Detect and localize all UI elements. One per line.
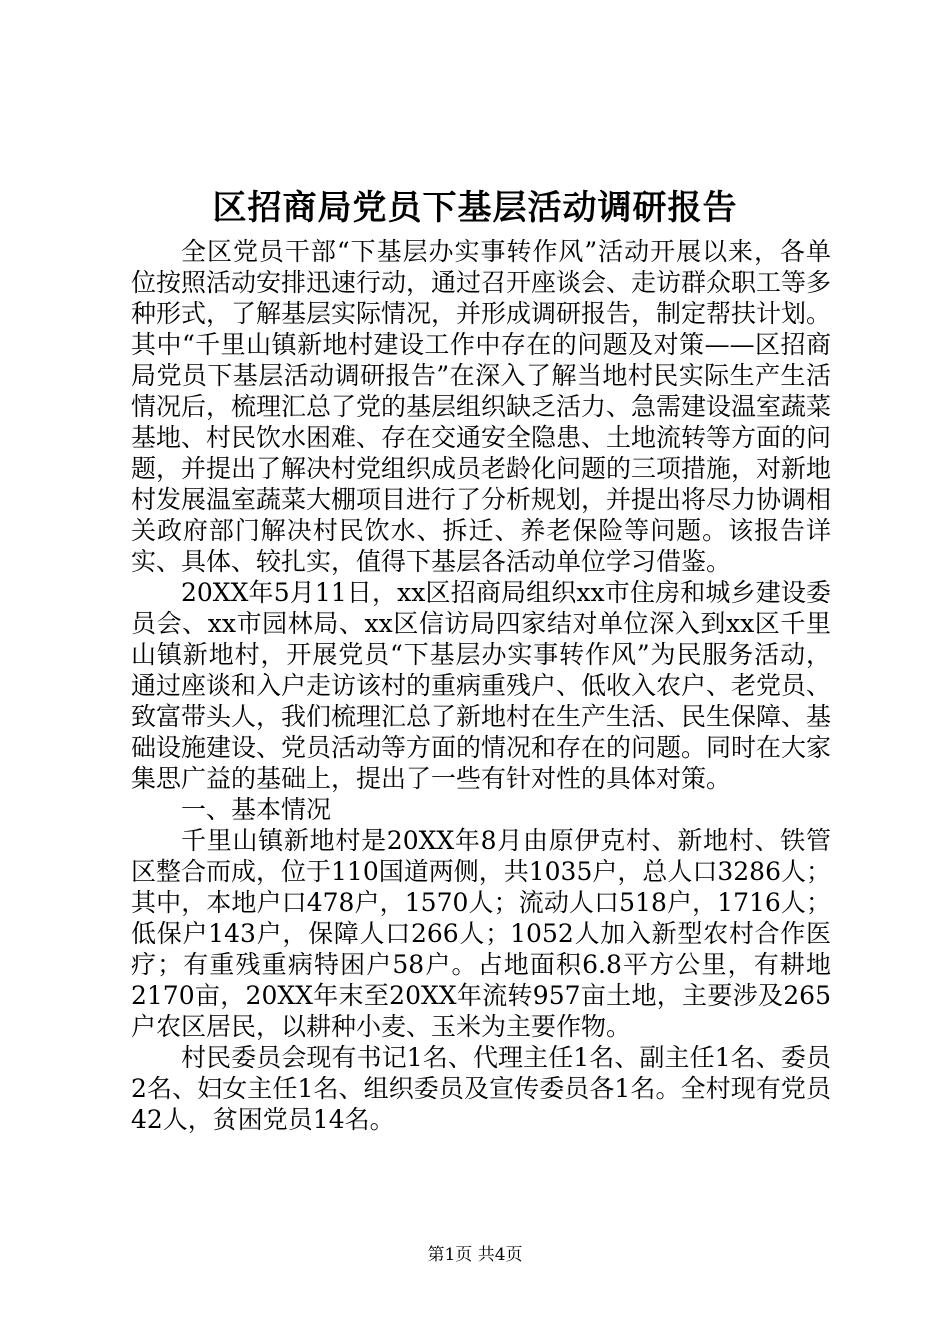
paragraph-activity: 20XX年5月11日，xx区招商局组织xx市住房和城乡建设委员会、xx市园林局、xx区信访局四家结对单位深入到xx区千里山镇新地村，开展党员“下基层办实事转作风”为民服务活动，通过座谈和入户走访该村的重病重残户、低收入农户、老党员、致富带头人，我们梳理汇总了新地村在生产生活、民生保障、基础设施建设、党员活动等方面的情况和存在的问题。同时在大家集思广益的基础上，提出了一些有针对性的具体对策。	[131, 578, 832, 793]
paragraph-village-committee: 村民委员会现有书记1名、代理主任1名、副主任1名、委员2名、妇女主任1名、组织委员及宣传委员各1名。全村现有党员42人，贫困党员14名。	[131, 1043, 831, 1134]
section-heading-basic-situation: 一、基本情况	[181, 795, 332, 824]
paragraph-village-overview: 千里山镇新地村是20XX年8月由原伊克村、新地村、铁管区整合而成，位于110国道两侧，共1035户，总人口3286人；其中，本地户口478户，1570人；流动人口518户，1716人；低保户143户，保障人口266人；1052人加入新型农村合作医疗；有重残重病特困户58户。占地面积6.8平方公里，有耕地2170亩，20XX年末至20XX年流转957亩土地，主要涉及265户农区居民，以耕种小麦、玉米为主要作物。	[131, 826, 831, 1041]
paragraph-intro: 全区党员干部“下基层办实事转作风”活动开展以来，各单位按照活动安排迅速行动，通过召开座谈会、走访群众职工等多种形式，了解基层实际情况，并形成调研报告，制定帮扶计划。其中“千里山镇新地村建设工作中存在的问题及对策——区招商局党员下基层活动调研报告”在深入了解当地村民实际生产生活情况后，梳理汇总了党的基层组织缺乏活力、急需建设温室蔬菜基地、村民饮水困难、存在交通安全隐患、土地流转等方面的问题，并提出了解决村党组织成员老龄化问题的三项措施，对新地村发展温室蔬菜大棚项目进行了分析规划，并提出将尽力协调相关政府部门解决村民饮水、拆迁、养老保险等问题。该报告详实、具体、较扎实，值得下基层各活动单位学习借鉴。	[131, 237, 832, 576]
document-title: 区招商局党员下基层活动调研报告	[212, 188, 738, 228]
page-number-footer: 第1页 共4页	[427, 1245, 523, 1265]
document-body	[131, 236, 831, 1135]
